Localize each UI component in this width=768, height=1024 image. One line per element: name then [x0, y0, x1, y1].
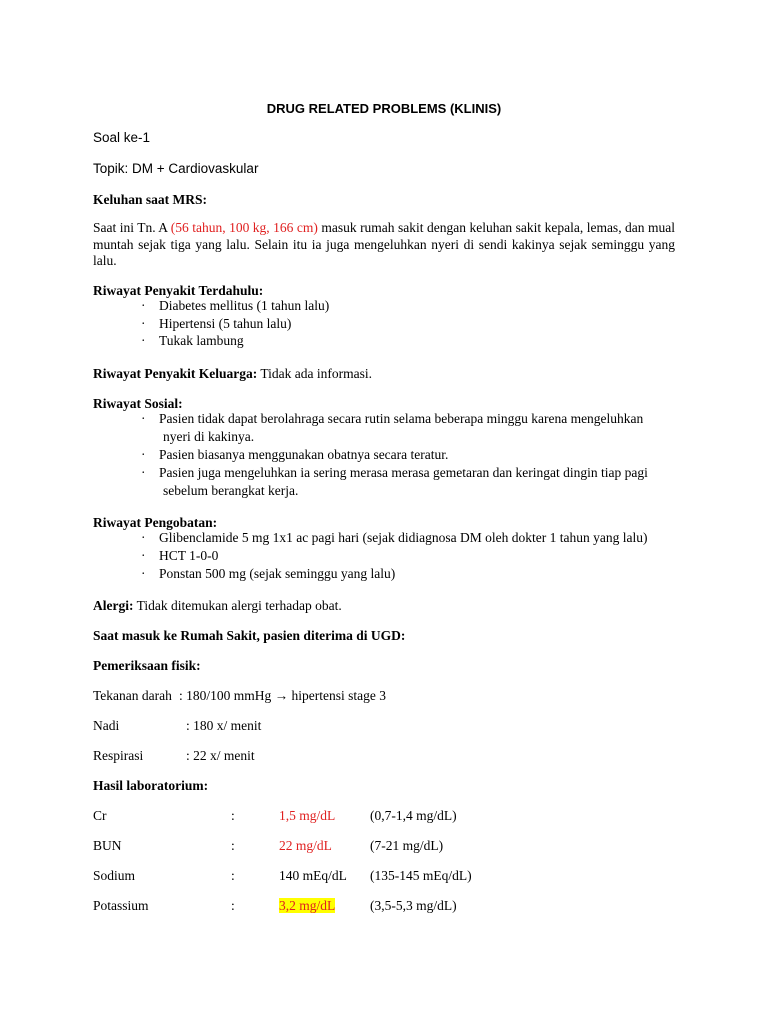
keluhan-text-post: masuk rumah sakit dengan keluhan sakit kepala, lemas, dan mual muntah sejak tiga yang lalu. Selain itu ia juga mengeluhkan nyeri di sendi kakinya sejak seminggu yang lalu. [93, 220, 675, 268]
lab-reference: (7-21 mg/dL) [370, 838, 444, 853]
list-item: Hipertensi (5 tahun lalu) [159, 316, 292, 331]
vital-label: Tekanan darah [93, 688, 172, 703]
riwayat-pengobatan-heading: Riwayat Pengobatan: [93, 515, 218, 530]
list-item: Pasien tidak dapat berolahraga secara rutin selama beberapa minggu karena mengeluhkan [159, 411, 644, 426]
vital-label: Nadi [93, 718, 120, 733]
patient-data-highlight: (56 tahun, 100 kg, 166 cm) [170, 220, 318, 235]
lab-value-highlighted [279, 898, 335, 914]
bullet: · [141, 333, 146, 348]
vital-value: : 180/100 mmHg → hipertensi stage 3 [179, 688, 386, 703]
riwayat-keluarga-heading: Riwayat Penyakit Keluarga: [93, 366, 258, 381]
lab-reference: (0,7-1,4 mg/dL) [370, 808, 457, 823]
list-item: HCT 1-0-0 [159, 548, 219, 563]
lab-name: Cr [93, 808, 107, 823]
vital-label: Respirasi [93, 748, 144, 763]
list-item: Tukak lambung [159, 333, 244, 348]
lab-name: Sodium [93, 868, 136, 883]
bullet: · [141, 548, 146, 563]
keluhan-text-pre: Saat ini Tn. A [93, 220, 171, 235]
bullet: · [141, 447, 146, 462]
list-item: Diabetes mellitus (1 tahun lalu) [159, 298, 330, 313]
riwayat-sosial-heading: Riwayat Sosial: [93, 396, 183, 411]
list-item: Glibenclamide 5 mg 1x1 ac pagi hari (sejak didiagnosa DM oleh dokter 1 tahun yang lalu) [159, 530, 648, 545]
bullet: · [141, 411, 146, 426]
lab-name: BUN [93, 838, 122, 853]
lab-value: 22 mg/dL [279, 838, 332, 853]
keluhan-paragraph [93, 220, 675, 270]
lab-name: Potassium [93, 898, 149, 913]
lab-colon: : [231, 898, 235, 913]
question-number: Soal ke-1 [93, 130, 151, 145]
lab-colon: : [231, 808, 235, 823]
document-page [93, 0, 675, 1024]
ugd-heading: Saat masuk ke Rumah Sakit, pasien diterima di UGD: [93, 628, 406, 643]
list-item-continuation: nyeri di kakinya. [163, 429, 255, 444]
alergi-text: Tidak ditemukan alergi terhadap obat. [133, 598, 342, 613]
vital-value: : 22 x/ menit [186, 748, 255, 763]
document-title: DRUG RELATED PROBLEMS (KLINIS) [266, 101, 502, 116]
keluhan-heading: Keluhan saat MRS: [93, 192, 208, 207]
lab-value: 140 mEq/dL [279, 868, 347, 883]
bullet: · [141, 465, 146, 480]
lab-colon: : [231, 868, 235, 883]
pemeriksaan-heading: Pemeriksaan fisik: [93, 658, 201, 673]
vital-value: : 180 x/ menit [186, 718, 262, 733]
list-item-continuation: sebelum berangkat kerja. [163, 483, 299, 498]
list-item: Pasien biasanya menggunakan obatnya secara teratur. [159, 447, 449, 462]
alergi-line [93, 598, 342, 614]
lab-value: 3,2 mg/dL [279, 898, 336, 913]
riwayat-penyakit-heading: Riwayat Penyakit Terdahulu: [93, 283, 264, 298]
bullet: · [141, 316, 146, 331]
riwayat-keluarga-line [93, 366, 372, 382]
lab-reference: (3,5-5,3 mg/dL) [370, 898, 457, 913]
bullet: · [141, 298, 146, 313]
alergi-heading: Alergi: [93, 598, 134, 613]
topic-line: Topik: DM + Cardiovaskular [93, 161, 259, 176]
bullet: · [141, 566, 146, 581]
bullet: · [141, 530, 146, 545]
lab-colon: : [231, 838, 235, 853]
lab-heading: Hasil laboratorium: [93, 778, 209, 793]
list-item: Pasien juga mengeluhkan ia sering merasa merasa gemetaran dan keringat dingin tiap pagi [159, 465, 648, 480]
list-item: Ponstan 500 mg (sejak seminggu yang lalu) [159, 566, 396, 581]
riwayat-keluarga-text: Tidak ada informasi. [257, 366, 372, 381]
lab-reference: (135-145 mEq/dL) [370, 868, 472, 883]
lab-value: 1,5 mg/dL [279, 808, 336, 823]
